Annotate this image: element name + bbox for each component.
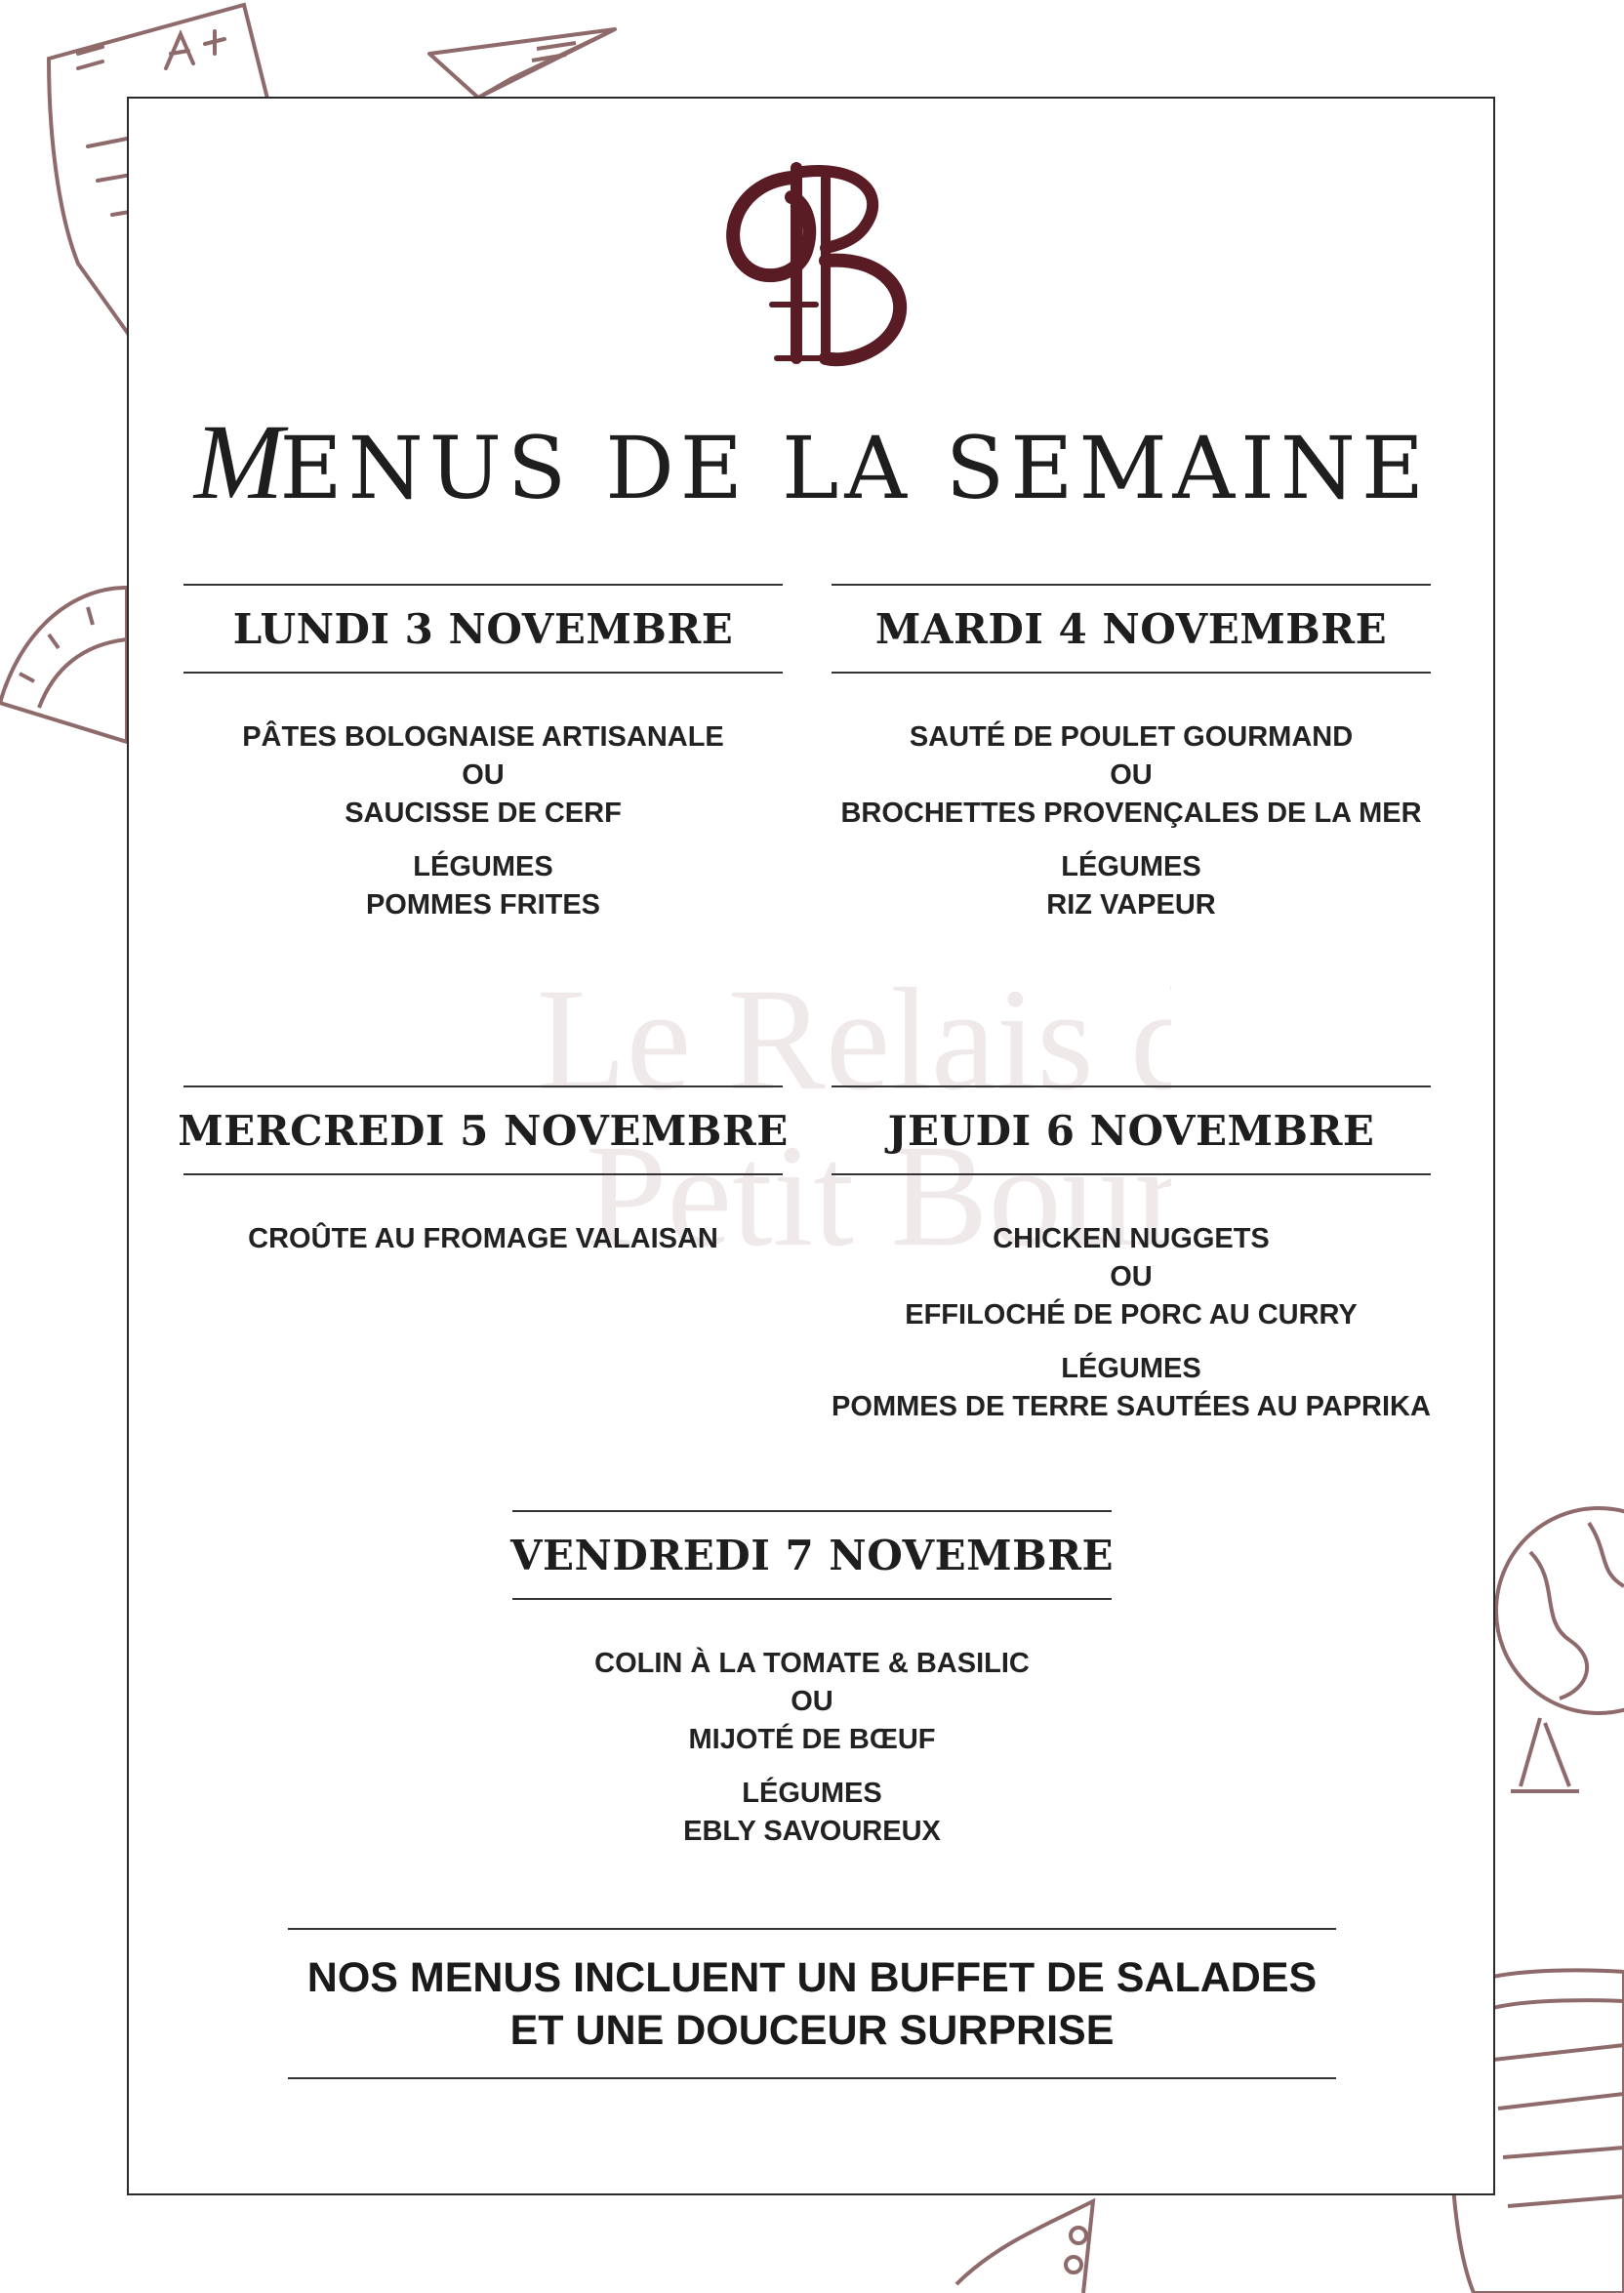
day-title: VENDREDI 7 NOVEMBRE xyxy=(512,1510,1112,1600)
side-item: RIZ VAPEUR xyxy=(1046,889,1216,921)
dish-item: PÂTES BOLOGNAISE ARTISANALE xyxy=(242,721,724,753)
side-item: EBLY SAVOUREUX xyxy=(683,1816,941,1847)
dish-item: MIJOTÉ DE BŒUF xyxy=(688,1724,936,1755)
globe-doodle xyxy=(1491,1494,1624,1806)
day-block-friday xyxy=(509,1510,1115,1851)
side-item: LÉGUMES xyxy=(1061,1353,1201,1384)
side-item: LÉGUMES xyxy=(742,1778,882,1809)
dish-item: COLIN À LA TOMATE & BASILIC xyxy=(594,1648,1030,1679)
side-item: LÉGUMES xyxy=(1061,851,1201,882)
dish-list xyxy=(832,718,1431,924)
day-block-monday xyxy=(183,584,783,924)
title-initial: M xyxy=(193,402,284,521)
dish-list xyxy=(512,1645,1112,1851)
day-title: MARDI 4 NOVEMBRE xyxy=(832,584,1431,674)
dish-separator: OU xyxy=(1110,759,1153,791)
dish-item: CHICKEN NUGGETS xyxy=(993,1223,1270,1254)
rocket-doodle xyxy=(937,2187,1132,2293)
day-block-wednesday xyxy=(178,1085,789,1258)
day-title: MERCREDI 5 NOVEMBRE xyxy=(183,1085,783,1175)
dish-item: BROCHETTES PROVENÇALES DE LA MER xyxy=(840,798,1422,829)
dish-item: SAUTÉ DE POULET GOURMAND xyxy=(909,721,1354,753)
dish-item: CROÛTE AU FROMAGE VALAISAN xyxy=(248,1223,718,1254)
dish-list xyxy=(183,718,783,924)
side-item: POMMES DE TERRE SAUTÉES AU PAPRIKA xyxy=(832,1391,1431,1422)
dish-separator: OU xyxy=(462,759,505,791)
dish-separator: OU xyxy=(791,1686,833,1717)
dish-list xyxy=(183,1220,783,1258)
dish-list xyxy=(832,1220,1431,1426)
logo-monogram xyxy=(718,158,914,373)
footer-line-1: NOS MENUS INCLUENT UN BUFFET DE SALADES xyxy=(306,1953,1318,2001)
dish-separator: OU xyxy=(1110,1261,1153,1292)
side-item: POMMES FRITES xyxy=(365,889,601,921)
dish-item: SAUCISSE DE CERF xyxy=(345,798,622,829)
watermark-line1: Le Relais d xyxy=(537,959,1171,1121)
footer-line-2: ET UNE DOUCEUR SURPRISE xyxy=(509,2006,1115,2054)
day-title: LUNDI 3 NOVEMBRE xyxy=(183,584,783,674)
watermark-line2: Petit Bour xyxy=(586,1115,1171,1277)
paper-plane-doodle xyxy=(420,20,625,107)
protractor-doodle xyxy=(0,576,137,761)
side-item: LÉGUMES xyxy=(413,851,553,882)
footer-note xyxy=(288,1928,1336,2079)
day-title: JEUDI 6 NOVEMBRE xyxy=(832,1085,1431,1175)
title-rest: ENUS DE LA SEMAINE xyxy=(279,418,1431,518)
day-block-tuesday xyxy=(832,584,1431,924)
dish-item: EFFILOCHÉ DE PORC AU CURRY xyxy=(905,1299,1358,1331)
day-block-thursday xyxy=(832,1085,1431,1426)
page-title xyxy=(0,400,1624,524)
